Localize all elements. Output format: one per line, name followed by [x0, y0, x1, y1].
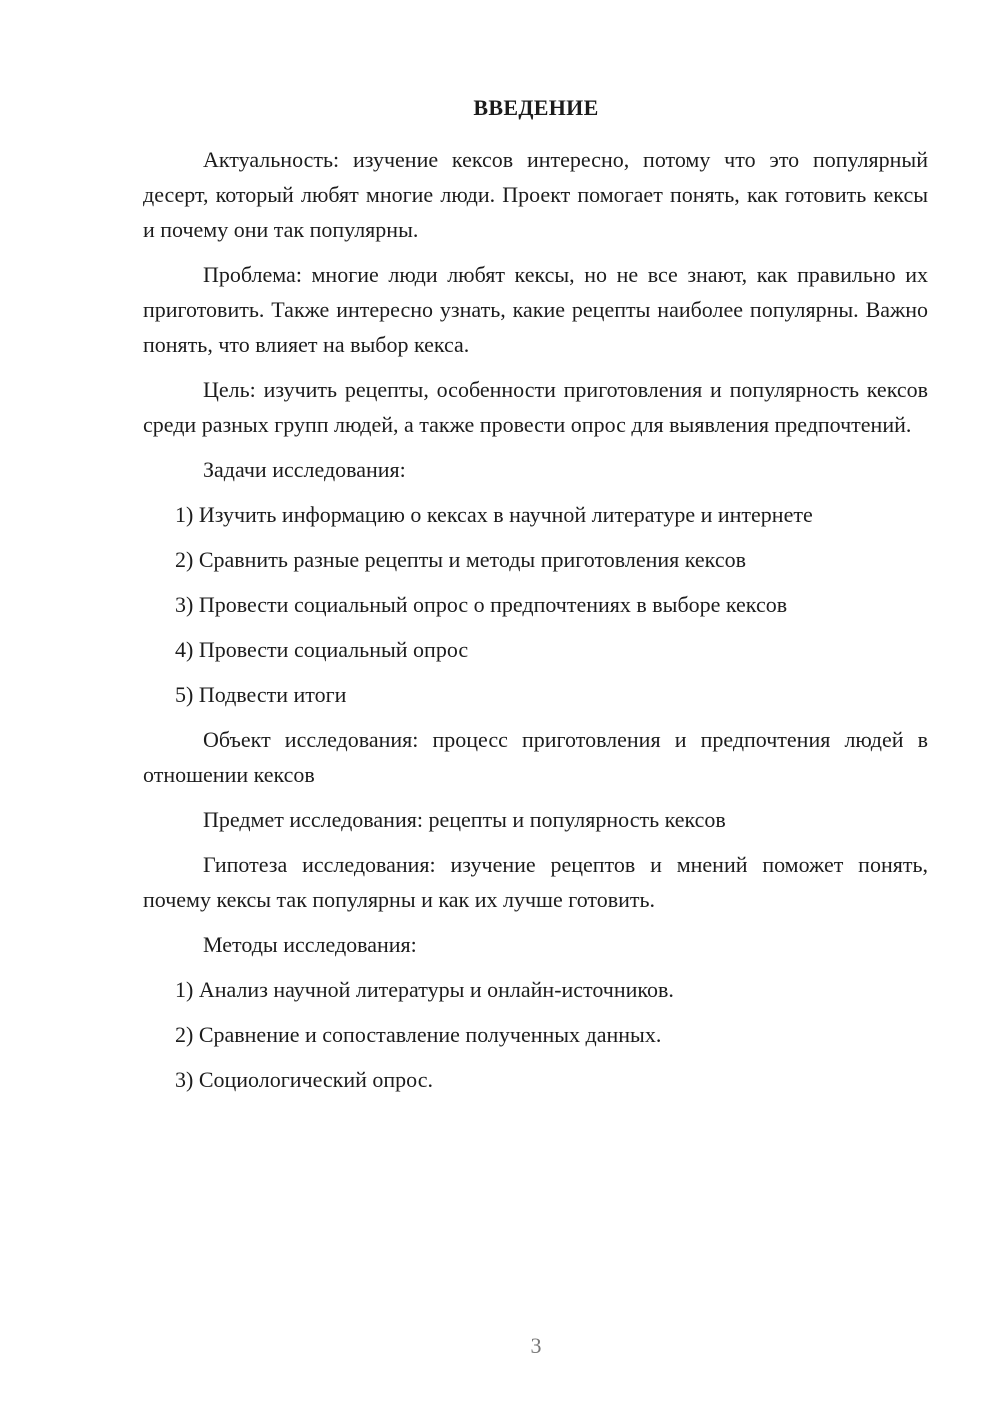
problem-paragraph: Проблема: многие люди любят кексы, но не все знают, как правильно их приготовить. Также интересно узнать, какие рецепты наиболее популярны. Важно понять, что влияет на выбор кекса. — [143, 262, 928, 357]
method-item-3: 3) Социологический опрос. — [175, 1067, 433, 1092]
method-item-1: 1) Анализ научной литературы и онлайн-источников. — [175, 977, 674, 1002]
object-paragraph: Объект исследования: процесс приготовления и предпочтения людей в отношении кексов — [143, 727, 928, 787]
hypothesis-paragraph: Гипотеза исследования: изучение рецептов и мнений поможет понять, почему кексы так популярны и как их лучше готовить. — [143, 852, 928, 912]
task-item-3: 3) Провести социальный опрос о предпочтениях в выборе кексов — [175, 592, 788, 617]
task-item-4: 4) Провести социальный опрос — [175, 637, 469, 662]
relevance-paragraph: Актуальность: изучение кексов интересно, потому что это популярный десерт, который любят многие люди. Проект помогает понять, как готовить кексы и почему они так популярны. — [143, 147, 928, 242]
page-content — [143, 142, 928, 1107]
tasks-heading: Задачи исследования: — [203, 457, 406, 482]
methods-heading: Методы исследования: — [203, 932, 417, 957]
task-item-2: 2) Сравнить разные рецепты и методы приготовления кексов — [175, 547, 746, 572]
page-title: ВВЕДЕНИЕ — [473, 95, 599, 120]
task-item-5: 5) Подвести итоги — [175, 682, 347, 707]
method-item-2: 2) Сравнение и сопоставление полученных данных. — [175, 1022, 662, 1047]
subject-paragraph: Предмет исследования: рецепты и популярность кексов — [203, 807, 726, 832]
task-item-1: 1) Изучить информацию о кексах в научной литературе и интернете — [175, 502, 813, 527]
page-number: 3 — [530, 1333, 542, 1358]
goal-paragraph: Цель: изучить рецепты, особенности приготовления и популярность кексов среди разных групп людей, а также провести опрос для выявления предпочтений. — [143, 377, 928, 437]
